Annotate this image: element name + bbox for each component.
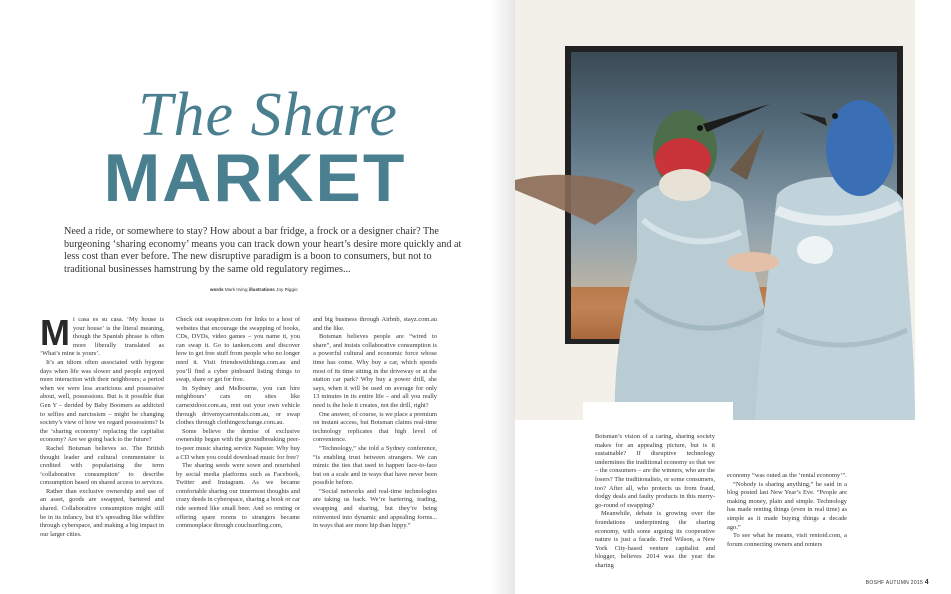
paragraph: Some believe the demise of exclusive ownership began with the groundbreaking peer-to-peer music sharing service Napster. Why buy a CD when you could download music for free? [176,427,300,461]
paragraph: It’s an idiom often associated with bygone days when life was slower and people enjoyed more interaction with their neighbours; a period when we were less avaricious and possessive about, well, possessions. But is it possible that Gen Y – derided by Baby Boomers as addicted to selfies and narcissism – might be changing society’s view of how we regard possessions? Is the ‘sharing economy’ replacing the capitalist economy? Are we going back to the future? [40,358,164,444]
body-column-4 [595,433,715,571]
illustrator-name: Joy Riggio [276,287,298,292]
byline [210,287,298,292]
bluebird-beak [799,112,827,126]
folio-label: BOSHF AUTUMN 2015 [865,580,924,586]
hummingbird-beak [703,104,770,132]
figures-svg [515,0,915,420]
paragraph: and big business through Airbnb, stayz.com.au and the like. [313,316,437,332]
paragraph: To see what he means, visit rentoid.com, a forum connecting owners and renters [727,532,847,548]
paragraph: Rachel Botsman believes so. The British thought leader and cultural commentator is credited with popularising the term ‘collaborative consumption’ to describe consumption based on shared access to services. [40,444,164,487]
hands [727,252,779,272]
paragraph: “Nobody is sharing anything,” he said in a blog posted last New Year’s Eve. “People are making money, plain and simple. Technology has made renting things (even in real time) as simple as it made buying things a decade ago.” [727,480,847,531]
body-column-5 [727,472,847,549]
paragraph: Meanwhile, debate is growing over the foundations underpinning the sharing economy, with some arguing its cooperative nature is just a facade. Fred Wilson, a New York City-based venture capitalist and blogger, believes 2014 was the year the sharing [595,510,715,569]
paragraph: Check out swapitree.com for links to a host of websites that encourage the swapping of books, CDs, DVDs, video games – you name it, you can swap it. Go to tanken.com and discover how to get free stuff from people who no longer need it. Visit friendswiththings.com.au and you’ll find a cyber pinboard listing things to swap, share or get for free. [176,316,300,384]
paragraph: “Social networks and real-time technologies are taking us back. We’re bartering, trading, swapping and sharing, but they’re being reinvented into dynamic and appealing forms... in ways that are more hip than hippy.” [313,487,437,530]
paragraph: economy “was outed as the ‘rental economy’”. [727,472,847,479]
body-column-3 [313,316,437,531]
paragraph: “Technology,” she told a Sydney conference, “is enabling trust between strangers. We can mimic the ties that used to happen face-to-face but on a scale and in ways that have never been possible before. [313,444,437,487]
paragraph: Rather than exclusive ownership and use of an asset, goods are swapped, bartered and shared. Collaborative consumption might still be in its infancy, but it’s spreading like wildfire through cyberspace, and making a big impact in our larger cities. [40,487,164,538]
standfirst: Need a ride, or somewhere to stay? How about a bar fridge, a frock or a designer chair? The burgeoning ‘sharing economy’ means you can track down your heart’s desire more quickly and at less cost than ever before. The new disruptive paradigm is a boon to consumers, but not to traditional businesses hamstrung by the same old regulatory regimes... [64,226,462,275]
page-number: 4 [924,579,929,586]
folio [866,579,929,586]
hummingbird-tail [730,128,765,180]
paragraph: i casa es su casa. ‘My house is your house’ is the literal meaning, though the Spanish phrase is often more liberally translated as ‘What’s mine is yours’. [40,316,164,358]
author-name: Mark Irving [224,287,248,292]
left-figure-dress [615,179,774,420]
drop-cap: M [40,312,70,353]
paragraph: In Sydney and Melbourne, you can hire neighbours’ cars on sites like carnextdoor.com.au, rent out your own vehicle through drivemycarrentals.com.au, or swap clothes through clothingexchange.com.au. [176,384,300,427]
collage-illustration [515,0,915,420]
headline-block: MARKET [103,140,407,216]
illustrations-label: illustrations [248,287,275,292]
words-label: words [210,287,224,292]
paragraph: Botsman’s vision of a caring, sharing society makes for an appealing picture, but is it sustainable? If disruptive technology undermines the traditional economy so that we – the consumers – are the winners, who are the losers? The traditionalists, or some consumers, too? After all, who protects us from fraud, dodgy deals and faulty products in this merry-go-round of swapping? [595,433,715,509]
headline-script: The Share [138,81,398,149]
page-gutter [490,0,515,594]
body-column-1 [40,312,164,539]
paragraph: The sharing seeds were sown and nourished by social media platforms such as Facebook, Twitter and Instagram. As we became comfortable sharing our innermost thoughts and crazy deeds in cyberspace, sharing a book or car ride seemed like small beer. And so renting or offering spare rooms to strangers became commonplace through couchsurfing.com, [176,462,300,530]
body-column-2 [176,316,300,531]
hummingbird-wing [515,175,635,225]
paragraph: Botsman believes people are “wired to share”, and insists collaborative consumption is a powerful cultural and economic force whose time has come. Why buy a car, which spends most of its time sitting in the driveway or at the station car park? Why buy a power drill, she says, when it will be used on average for only 13 minutes in its entire life – and all you really need is the hole it creates, not the drill, right? [313,333,437,409]
paragraph: One answer, of course, is we place a premium on instant access, but Botsman claims real-time technology replicates that high level of convenience. [313,410,437,444]
